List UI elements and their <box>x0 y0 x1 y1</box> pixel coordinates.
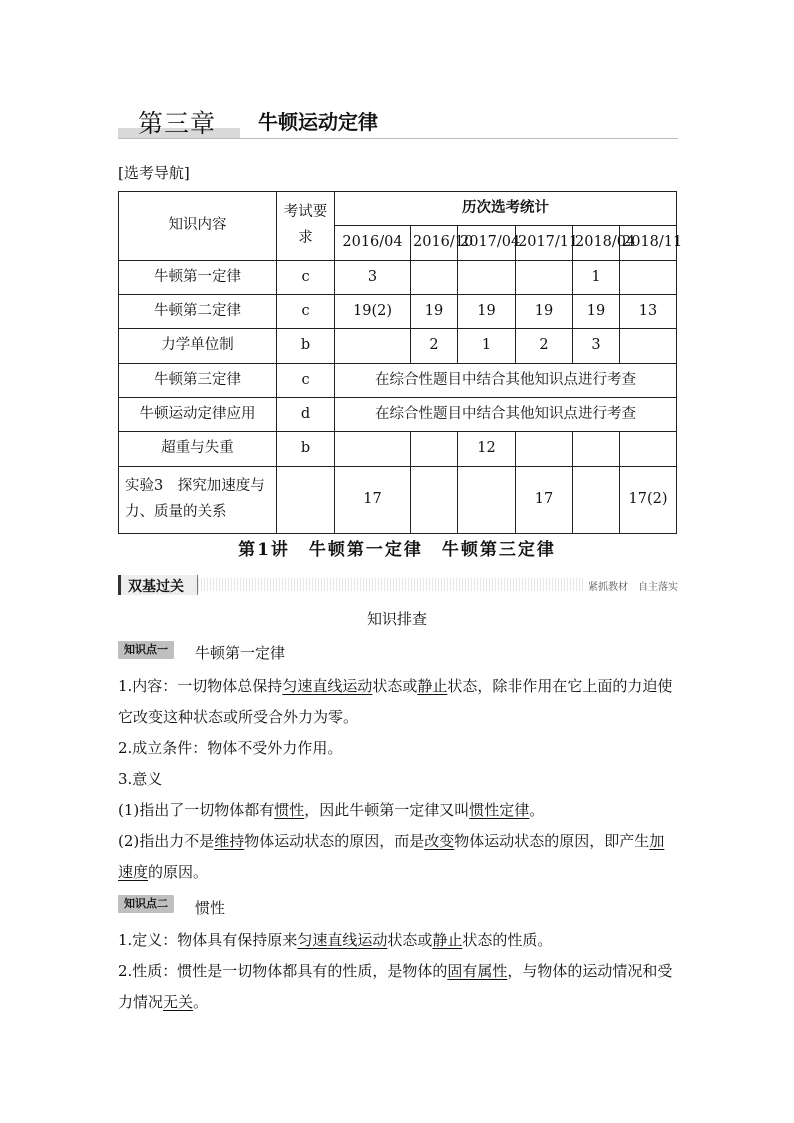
row-value <box>411 260 458 294</box>
period-cell: 2018/04 <box>573 226 620 260</box>
table-row <box>119 260 677 294</box>
row-value: 12 <box>458 432 516 466</box>
key-term: 惯性 <box>274 801 305 819</box>
row-requirement: c <box>277 260 335 294</box>
row-value <box>620 260 677 294</box>
text-span: ，因此牛顿第一定律又叫 <box>304 801 470 819</box>
key-term: 维持 <box>214 832 245 850</box>
row-value: 2 <box>411 329 458 363</box>
row-merged-note: 在综合性题目中结合其他知识点进行考查 <box>335 363 677 397</box>
key-term: 固有属性 <box>447 962 508 980</box>
text-span: 。 <box>529 801 545 819</box>
text-span: 状态的性质。 <box>462 931 553 949</box>
text-span: 的原因。 <box>148 863 209 881</box>
table-row <box>119 432 677 466</box>
chapter-title: 牛顿运动定律 <box>258 110 378 134</box>
key-term: 惯性定律 <box>469 801 530 819</box>
row-value: 19(2) <box>335 294 411 328</box>
row-merged-note: 在综合性题目中结合其他知识点进行考查 <box>335 397 677 431</box>
row-requirement: b <box>277 329 335 363</box>
row-name: 力学单位制 <box>119 329 277 363</box>
section-label: 双基过关 <box>128 579 184 595</box>
row-value <box>335 329 411 363</box>
knowledge-point-title: 惯性 <box>195 899 226 917</box>
row-value: 1 <box>458 329 516 363</box>
key-term: 静止 <box>417 677 448 695</box>
chapter-header <box>118 100 678 142</box>
kp2-property-paragraph <box>118 956 678 1018</box>
row-value <box>620 432 677 466</box>
row-value <box>573 432 620 466</box>
row-name: 牛顿第一定律 <box>119 260 277 294</box>
row-name: 牛顿第三定律 <box>119 363 277 397</box>
row-requirement: c <box>277 363 335 397</box>
text-span: (2)指出力不是 <box>118 832 215 850</box>
section-subheading: 知识排查 <box>366 610 427 628</box>
kp1-condition-paragraph: 2.成立条件：物体不受外力作用。 <box>118 739 343 757</box>
table-row <box>119 294 677 328</box>
period-cell: 2017/04 <box>458 226 516 260</box>
text-span: 1.定义：物体具有保持原来 <box>118 931 298 949</box>
row-value: 19 <box>411 294 458 328</box>
chapter-number: 第三章 <box>138 109 217 138</box>
knowledge-point-tag: 知识点一 <box>118 641 174 659</box>
table-row <box>119 397 677 431</box>
text-span: 2.性质：惯性是一切物体都具有的性质，是物体的 <box>118 962 448 980</box>
knowledge-point-tag: 知识点二 <box>118 895 174 913</box>
row-name: 实验3 探究加速度与力、质量的关系 <box>119 466 277 533</box>
row-value <box>573 466 620 533</box>
row-name: 牛顿运动定律应用 <box>119 397 277 431</box>
kp2-definition-paragraph <box>118 925 678 956</box>
text-span: 1.内容：一切物体总保持 <box>118 677 283 695</box>
text-span: ，与物体的运动情况和受力情况 <box>118 962 673 1011</box>
header-history: 历次选考统计 <box>335 192 677 226</box>
key-term: 静止 <box>432 931 463 949</box>
row-value: 17 <box>335 466 411 533</box>
row-value <box>411 432 458 466</box>
key-term: 加速度 <box>118 832 665 881</box>
section-header <box>118 575 678 597</box>
key-term: 改变 <box>424 832 455 850</box>
lecture-title: 第1讲 牛顿第一定律 牛顿第三定律 <box>238 540 556 560</box>
period-cell: 2017/11 <box>516 226 573 260</box>
row-value <box>516 432 573 466</box>
row-requirement <box>277 466 335 533</box>
row-requirement: b <box>277 432 335 466</box>
row-value <box>411 466 458 533</box>
key-term: 匀速直线运动 <box>297 931 388 949</box>
text-span: 物体运动状态的原因，即产生 <box>454 832 650 850</box>
row-value: 19 <box>516 294 573 328</box>
header-requirement: 考试要求 <box>277 192 335 261</box>
row-value: 17(2) <box>620 466 677 533</box>
kp1-meaning-item-2 <box>118 826 678 888</box>
period-cell: 2018/11 <box>620 226 677 260</box>
exam-nav-label: [选考导航] <box>118 164 190 182</box>
row-value: 19 <box>573 294 620 328</box>
row-value: 3 <box>335 260 411 294</box>
text-span: (1)指出了一切物体都有 <box>118 801 275 819</box>
row-requirement: d <box>277 397 335 431</box>
row-value <box>335 432 411 466</box>
kp1-meaning-heading: 3.意义 <box>118 770 163 788</box>
table-row <box>119 363 677 397</box>
section-right-note: 紧抓教材 自主落实 <box>584 578 678 593</box>
row-value: 19 <box>458 294 516 328</box>
key-term: 匀速直线运动 <box>282 677 373 695</box>
row-value: 2 <box>516 329 573 363</box>
key-term: 无关 <box>163 993 194 1011</box>
table-row <box>119 329 677 363</box>
period-cell: 2016/04 <box>335 226 411 260</box>
header-knowledge: 知识内容 <box>119 192 277 261</box>
text-span: 状态或 <box>387 931 433 949</box>
row-value <box>620 329 677 363</box>
text-span: 状态或 <box>372 677 418 695</box>
text-span: 。 <box>193 993 209 1011</box>
row-value: 3 <box>573 329 620 363</box>
table-row <box>119 466 677 533</box>
text-span: 物体运动状态的原因，而是 <box>244 832 425 850</box>
row-value: 1 <box>573 260 620 294</box>
row-name: 超重与失重 <box>119 432 277 466</box>
row-value <box>516 260 573 294</box>
table-header-row <box>119 192 677 226</box>
row-value: 17 <box>516 466 573 533</box>
row-value: 13 <box>620 294 677 328</box>
exam-statistics-table <box>118 191 683 534</box>
row-name: 牛顿第二定律 <box>119 294 277 328</box>
row-requirement: c <box>277 294 335 328</box>
row-value <box>458 260 516 294</box>
row-value <box>458 466 516 533</box>
kp1-meaning-item-1 <box>118 795 678 826</box>
knowledge-point-title: 牛顿第一定律 <box>195 644 286 662</box>
kp1-content-paragraph <box>118 671 678 733</box>
period-cell: 2016/10 <box>411 226 458 260</box>
text-span: 状态，除非作用在它上面的力迫使它改变这种状态或所受合外力为零。 <box>118 677 673 726</box>
